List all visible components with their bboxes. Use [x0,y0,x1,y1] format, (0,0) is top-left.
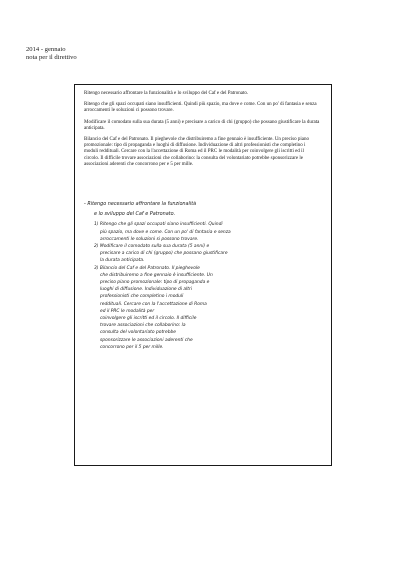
typed-paragraph: Ritengo che gli spazi occupati siano insufficienti. Quindi più spazio, ma dove e come. Con un po' di fantasia e senza arroccamenti le soluzioni ci possono trovare. [84,102,317,114]
scanned-page [74,84,332,466]
handwritten-line: e lo sviluppo del Caf e Patronato. [94,211,176,218]
typed-paragraph: Ritengo necessario affrontare la funzionalità e lo sviluppo del Caf e del Patronato. [84,91,249,96]
typed-note [84,91,320,173]
handwritten-line: trovare associazioni che collaborino: la [100,323,186,329]
handwritten-line: reddituali. Cercare con la l'accettazione di Roma [100,301,207,307]
handwritten-note [84,201,324,457]
handwritten-line: precisare a carico di chi (gruppo) che possano giustificare [100,251,228,257]
handwritten-line: 1) Ritengo che gli spazi occupati siano insufficienti. Quindi [94,222,223,228]
handwritten-line: 2) Modificare il comodato sulla sua durata (5 anni) e [94,244,210,250]
handwritten-line: coinvolgere gli iscritti ed il circolo. Il difficile [100,316,197,322]
handwritten-line: - Ritengo necessario affrontare la funzionalità [84,201,197,207]
handwritten-line: sponsorizzare le associazioni aderenti che [100,337,193,343]
header-date: 2014 - gennaio [26,46,66,53]
handwritten-line: ed il PRC le modalità per [100,308,155,314]
handwritten-line: più spazio, ma dove e come. Con un po' di fantasia e senza [100,229,231,235]
handwritten-line: che distribuiremo a fine gennaio è insufficiente. Un [100,272,213,278]
handwritten-line: 3) Bilancio del Caf e del Patronato. Il pieghevole [94,265,200,271]
handwritten-line: professionisti che completino i moduli [100,294,184,300]
handwritten-line: consulta del volontariato potrebbe [100,330,176,336]
handwritten-line: la durata anticipata. [100,258,145,264]
typed-paragraph: Modificare il comodato sulla sua durata (5 anni) e precisare a carico di chi (gruppo) che possano giustificare la durata anticipata. [84,119,320,131]
handwritten-line: preciso piano promozionale: tipo di propaganda e [100,280,210,286]
handwritten-line: concorrono per il 5 per mille. [100,344,164,350]
handwritten-line: arroccamenti le soluzioni si possono trovare. [100,236,199,242]
header-subtitle: nota per il direttivo [26,54,77,62]
handwritten-line: luoghi di diffusione. Individuazione di altri [100,287,193,293]
document-header [26,46,77,63]
typed-paragraph: Bilancio del Caf e del Patronato. Il pieghevole che distribuiremo a fine gennaio è insufficiente. Un preciso piano promozionale: tipo di propaganda e luoghi di diffusione. Individuazione di altri professionisti che completino i moduli reddituali. Cercare con la l'accettazione di Roma ed il PRC le modalità per coinvolgere gli iscritti ed il circolo. Il difficile trovare associazioni che collaborino: la consulta del volontariato potrebbe sponsorizzare le associazioni aderenti che concorrono per e 5 per mille. [84,137,309,167]
